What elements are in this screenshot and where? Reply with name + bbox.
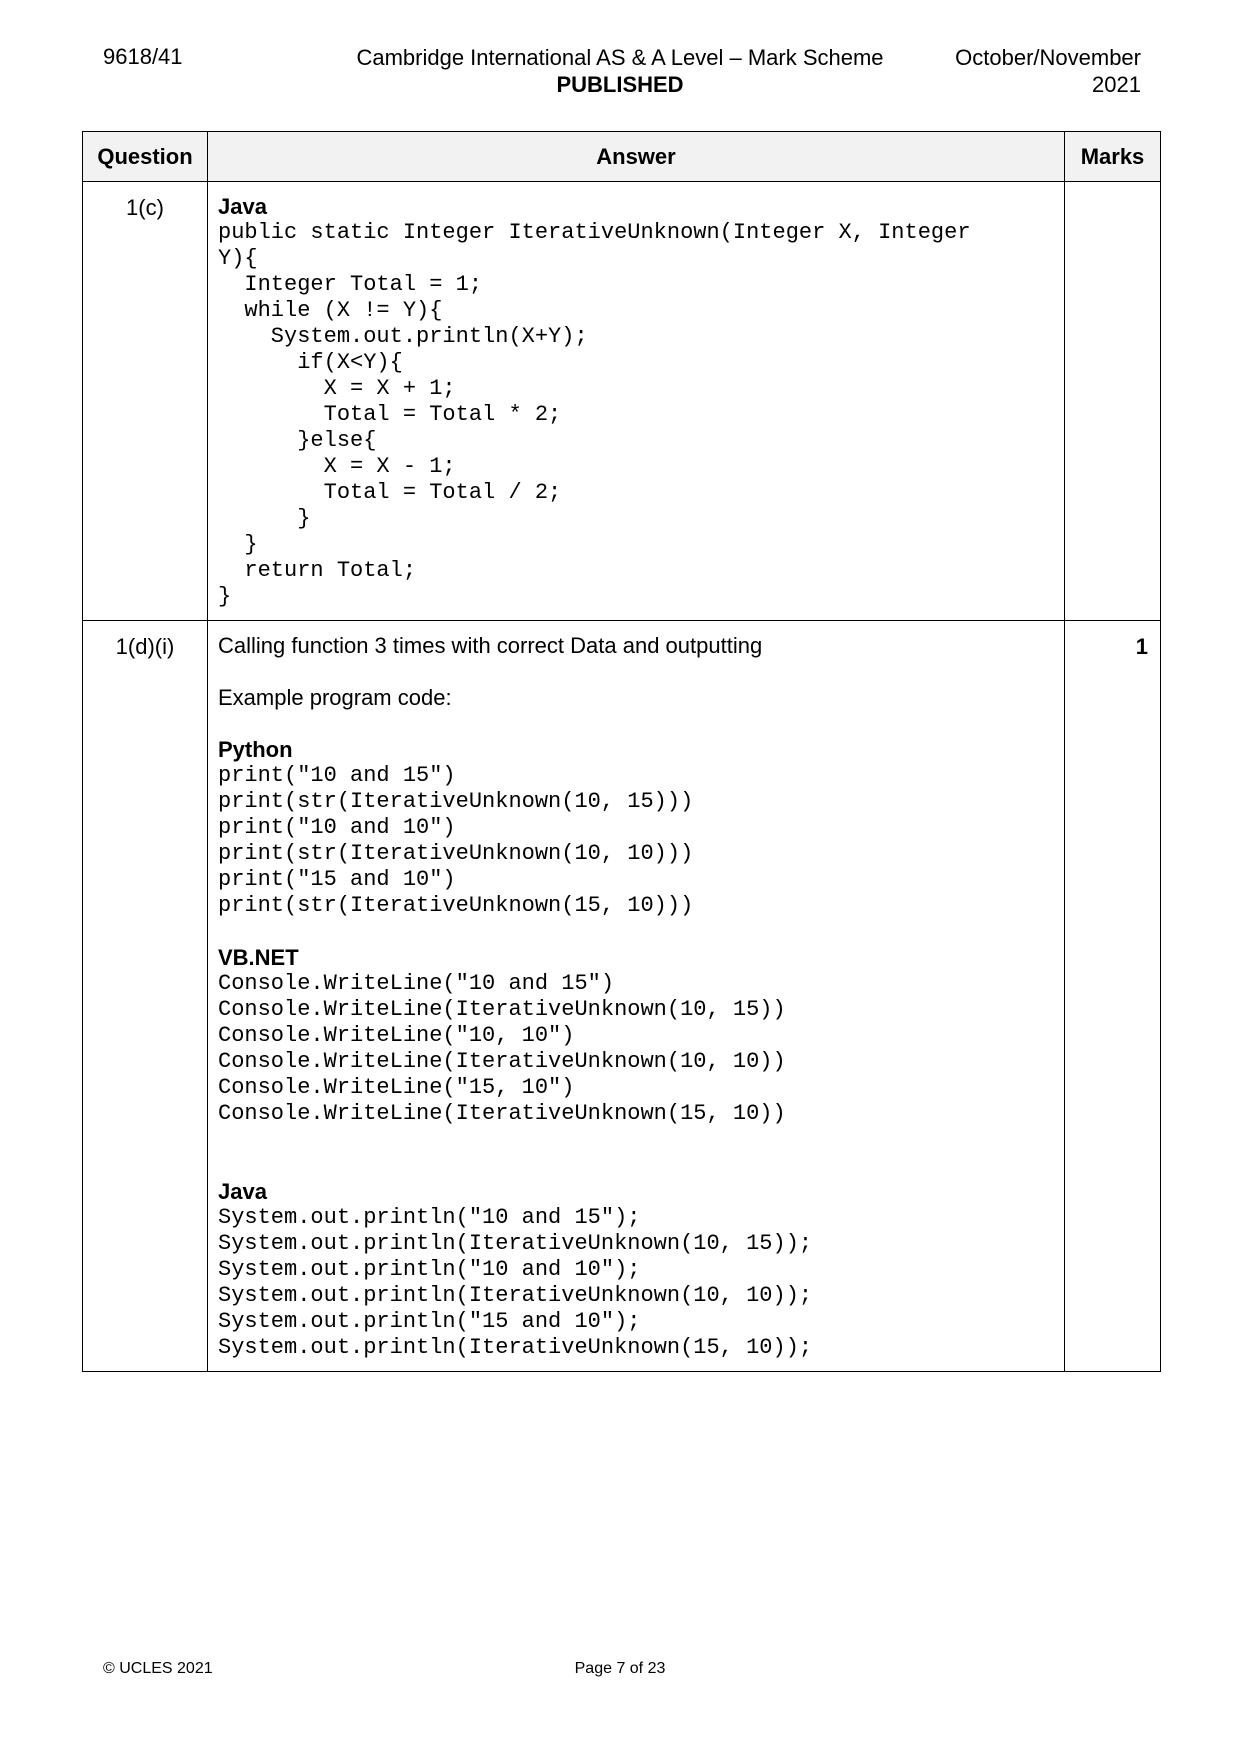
table-row: [83, 621, 1161, 1372]
page-number: Page 7 of 23: [574, 1660, 666, 1677]
document-title-block: [300, 44, 940, 98]
paper-code: 9618/41: [103, 44, 183, 69]
marking-point: Calling function 3 times with correct Data and outputting: [218, 633, 763, 658]
code-block: public static Integer IterativeUnknown(Integer X, Integer Y){ Integer Total = 1; while (X != Y){ System.out.println(X+Y); if(X<Y){ X = X + 1; Total = Total * 2; }else{ X = X - 1; Total = Total / 2; } } return Total; }: [218, 220, 971, 609]
column-header-answer: Answer: [208, 132, 1065, 182]
column-header-question: Question: [83, 132, 208, 182]
question-number: 1(c): [83, 182, 208, 621]
table-header-row: [83, 132, 1161, 182]
column-header-marks: Marks: [1065, 132, 1161, 182]
example-label: Example program code:: [218, 685, 452, 710]
marks-cell: [1065, 182, 1161, 621]
exam-session-year: 2021: [1092, 72, 1141, 97]
code-block: Console.WriteLine("10 and 15") Console.WriteLine(IterativeUnknown(10, 15)) Console.WriteLine("10, 10") Console.WriteLine(IterativeUnknown(10, 10)) Console.WriteLine("15, 10") Console.WriteLine(IterativeUnknown(15, 10)): [218, 971, 786, 1126]
published-label: PUBLISHED: [556, 72, 684, 97]
marks-cell: 1: [1065, 621, 1161, 1372]
exam-session: [955, 44, 1141, 98]
mark-scheme-table: [82, 131, 1161, 1372]
language-heading: VB.NET: [218, 945, 299, 970]
code-block: System.out.println("10 and 15"); System.out.println(IterativeUnknown(10, 15)); System.out.println("10 and 10"); System.out.println(IterativeUnknown(10, 10)); System.out.println("15 and 10"); System.out.println(IterativeUnknown(15, 10));: [218, 1205, 813, 1360]
answer-cell: [208, 182, 1065, 621]
question-number: 1(d)(i): [83, 621, 208, 1372]
exam-session-month: October/November: [955, 45, 1141, 70]
language-heading: Java: [218, 194, 267, 219]
language-heading: Python: [218, 737, 293, 762]
code-block: print("10 and 15") print(str(IterativeUnknown(10, 15))) print("10 and 10") print(str(IterativeUnknown(10, 10))) print("15 and 10") print(str(IterativeUnknown(15, 10))): [218, 763, 694, 918]
copyright: © UCLES 2021: [103, 1660, 213, 1677]
answer-cell: [208, 621, 1065, 1372]
table-row: [83, 182, 1161, 621]
language-heading: Java: [218, 1179, 267, 1204]
document-title: Cambridge International AS & A Level – Mark Scheme: [356, 45, 884, 70]
